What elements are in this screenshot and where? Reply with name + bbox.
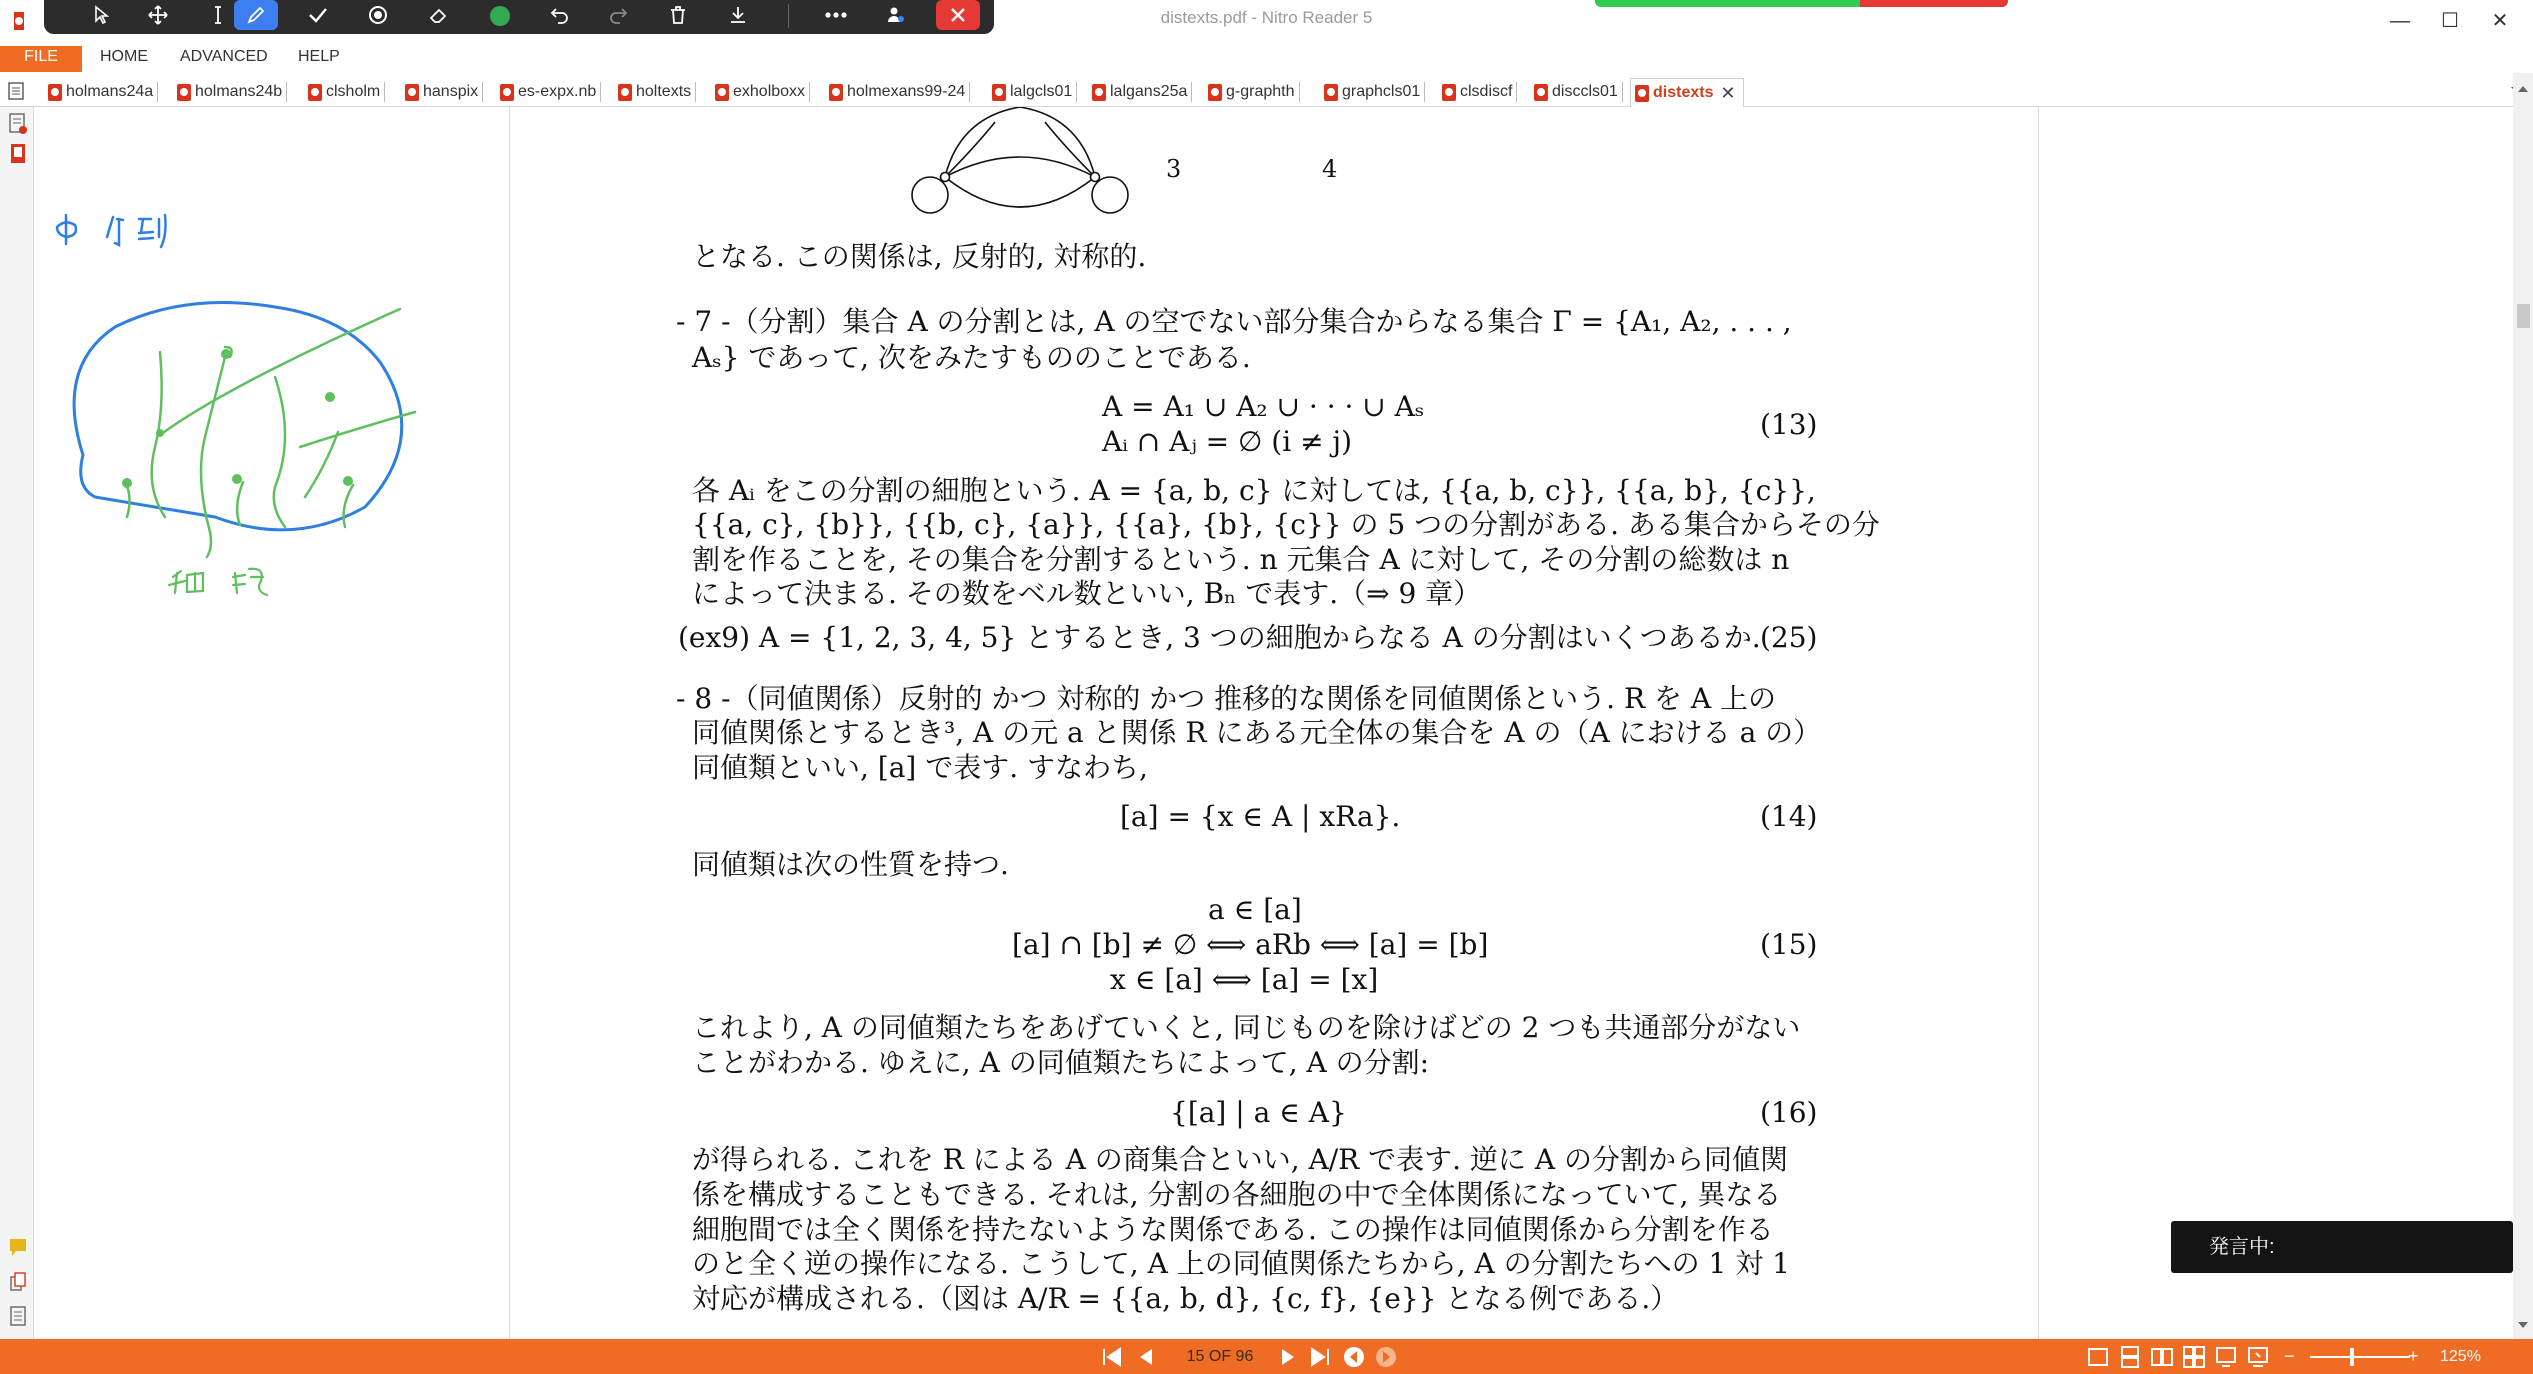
equation-15-c: x ∈ [a] ⟺ [a] = [x] (1110, 963, 1379, 996)
status-bar (0, 1339, 2533, 1374)
pdf-file-icon (48, 84, 62, 101)
pdf-file-icon (1534, 84, 1548, 101)
comments-icon[interactable] (8, 1237, 28, 1259)
exercise-number-25: (25) (1760, 621, 1818, 654)
stamp-target-icon[interactable] (356, 0, 400, 30)
tab-clsholm[interactable]: clsholm (304, 78, 380, 106)
menu-help[interactable]: HELP (298, 48, 340, 65)
share-people-icon[interactable] (874, 0, 918, 30)
equation-14: [a] = {x ∈ A | xRa}. (1120, 800, 1401, 833)
cell-node-dots (122, 349, 353, 488)
tab-graphcls01[interactable]: graphcls01 (1320, 78, 1420, 106)
pdf-file-icon (500, 84, 514, 101)
close-toolbar-icon[interactable] (936, 0, 980, 30)
first-page-icon[interactable] (1100, 1345, 1124, 1369)
doc-line: 各 Aᵢ をこの分割の細胞という. A = {a, b, c} に対しては, {{a, b, c}}, {{a, b}, {c}}, (692, 474, 1816, 507)
bookmarks-icon[interactable] (8, 143, 28, 165)
next-page-icon[interactable] (1276, 1345, 1300, 1369)
tab-holmans24a[interactable]: holmans24a (44, 78, 153, 106)
annotation-canvas[interactable] (35, 107, 509, 1339)
handwriting-label (169, 569, 267, 595)
tab-lalgcls01[interactable]: lalgcls01 (988, 78, 1072, 106)
back-view-icon[interactable] (1342, 1345, 1366, 1369)
redo-icon[interactable] (596, 0, 640, 30)
doc-line: 同値関係とするとき³, A の元 a と関係 R にある元全体の集合を A の（A における a の） (692, 716, 1822, 749)
equation-13-b: Aᵢ ∩ Aⱼ = ∅ (i ≠ j) (1102, 425, 1353, 458)
trash-icon[interactable] (656, 0, 700, 30)
cover-view-icon[interactable] (2214, 1345, 2238, 1369)
doc-line: 係を構成することもできる. それは, 分割の各細胞の中で全体関係になっていて, 異なる (692, 1178, 1782, 1211)
pdf-file-icon (1442, 84, 1456, 101)
maximize-button[interactable]: ☐ (2441, 10, 2459, 32)
pdf-file-icon (1092, 84, 1106, 101)
window-title: distexts.pdf - Nitro Reader 5 (1160, 8, 1373, 27)
pdf-file-icon (1208, 84, 1222, 101)
more-options-icon[interactable] (814, 0, 858, 30)
layers-icon[interactable] (8, 1305, 28, 1327)
doc-line: が得られる. これを R による A の商集合といい, A/R で表す. 逆に A の分割から同値関 (692, 1143, 1788, 1176)
pdf-file-icon (1635, 85, 1649, 102)
zoom-slider-thumb[interactable] (2350, 1348, 2354, 1366)
doc-line: {{a, c}, {b}}, {{b, c}, {a}}, {{a}, {b}, {c}} の 5 つの分割がある. ある集合からその分 (692, 508, 1880, 541)
tab-es-expx[interactable]: es-expx.nb (496, 78, 596, 106)
pdf-file-icon (715, 84, 729, 101)
page-number-indicator[interactable]: 15 OF 96 (1186, 1348, 1254, 1365)
download-save-icon[interactable] (716, 0, 760, 30)
vertical-scrollbar[interactable] (2513, 73, 2533, 1339)
facing-continuous-view-icon[interactable] (2182, 1345, 2206, 1369)
pdf-file-icon (829, 84, 843, 101)
doc-line-section-7: - 7 -（分割）集合 A の分割とは, A の空でない部分集合からなる集合 Γ = {A₁, A₂, . . . , (676, 305, 1792, 338)
undo-icon[interactable] (538, 0, 582, 30)
doc-line: これより, A の同値類たちをあげていくと, 同じものを除けばどの 2 つも共通部分がない (692, 1011, 1801, 1044)
doc-line: 同値類は次の性質を持つ. (692, 848, 1009, 881)
attachments-icon[interactable] (8, 1271, 28, 1293)
zoom-level[interactable]: 125% (2440, 1348, 2481, 1365)
pdf-file-icon (1324, 84, 1338, 101)
zoom-out-button[interactable]: − (2284, 1346, 2295, 1366)
last-page-icon[interactable] (1308, 1345, 1332, 1369)
equation-15-a: a ∈ [a] (1208, 893, 1302, 926)
forward-view-icon[interactable] (1374, 1345, 1398, 1369)
previous-page-icon[interactable] (1134, 1345, 1158, 1369)
ribbon-menu (0, 42, 2533, 72)
speaking-indicator: 発言中: (2171, 1221, 2513, 1273)
left-panel-rail (0, 107, 34, 1339)
pdf-file-icon (618, 84, 632, 101)
minimize-button[interactable]: — (2390, 10, 2410, 32)
equation-number-13: (13) (1760, 408, 1818, 441)
close-window-button[interactable]: ✕ (2491, 10, 2509, 32)
progress-indicator-green (1595, 0, 1860, 7)
toolbar-divider (788, 4, 789, 28)
pdf-file-icon (992, 84, 1006, 101)
equation-number-16: (16) (1760, 1096, 1818, 1129)
menu-file[interactable]: FILE (0, 46, 82, 72)
document-tabs (0, 73, 2533, 107)
scroll-down-icon[interactable] (2517, 1321, 2529, 1329)
doc-line: となる. この関係は, 反射的, 対称的. (692, 240, 1147, 273)
exercise-9: (ex9) A = {1, 2, 3, 4, 5} とするとき, 3 つの細胞からなる A の分割はいくつあるか. (678, 621, 1761, 654)
continuous-view-icon[interactable] (2118, 1345, 2142, 1369)
handwritten-notes (35, 107, 509, 1339)
right-margin-area (2039, 107, 2513, 1339)
tab-holmans24b[interactable]: holmans24b (173, 78, 282, 106)
doc-line: 同値類といい, [a] で表す. すなわち, (692, 751, 1148, 784)
tab-g-graphth[interactable]: g-graphth (1204, 78, 1295, 106)
page-view-icon[interactable] (8, 82, 24, 100)
doc-line: 対応が構成される.（図は A/R = {{a, b, d}, {c, f}, {e}} となる例である.） (692, 1282, 1679, 1315)
graph-figure (900, 107, 1140, 217)
zoom-slider-track[interactable] (2310, 1356, 2410, 1358)
color-swatch-icon[interactable] (478, 0, 522, 30)
scrollbar-thumb[interactable] (2517, 304, 2530, 328)
doc-line: のと全く逆の操作になる. こうして, A 上の同値関係たちから, A の分割たちへの 1 対 1 (692, 1247, 1790, 1280)
partition-lines (125, 309, 415, 557)
scroll-up-icon[interactable] (2517, 85, 2529, 93)
progress-indicator-red (1860, 0, 2008, 7)
tab-disccls01[interactable]: disccls01 (1530, 78, 1618, 106)
fullscreen-view-icon[interactable] (2246, 1345, 2270, 1369)
close-tab-icon[interactable]: ✕ (1720, 83, 1736, 103)
tab-holtexts[interactable]: holtexts (614, 78, 691, 106)
graph-node-label-4: 4 (1322, 155, 1338, 183)
tab-lalgans25a[interactable]: lalgans25a (1088, 78, 1187, 106)
equation-number-15: (15) (1760, 928, 1818, 961)
doc-line: 割を作ることを, その集合を分割するという. n 元集合 A に対して, その分割の総数は n (692, 543, 1790, 576)
pen-toolbar (44, 0, 994, 34)
handwriting-heading (57, 215, 166, 247)
single-page-view-icon[interactable] (2088, 1348, 2108, 1366)
graph-node-label-3: 3 (1166, 155, 1182, 183)
facing-view-icon[interactable] (2150, 1345, 2174, 1369)
menu-home[interactable]: HOME (100, 48, 148, 65)
pdf-file-icon (308, 84, 322, 101)
tab-hanspix[interactable]: hanspix (401, 78, 478, 106)
pdf-page[interactable] (509, 107, 2039, 1339)
eraser-icon[interactable] (416, 0, 460, 30)
doc-line-section-8: - 8 -（同値関係）反射的 かつ 対称的 かつ 推移的な関係を同値関係という. R を A 上の (676, 682, 1776, 715)
menu-advanced[interactable]: ADVANCED (180, 48, 268, 65)
pdf-file-icon (405, 84, 419, 101)
equation-13-a: A = A₁ ∪ A₂ ∪ · · · ∪ Aₛ (1102, 390, 1425, 423)
tab-distexts[interactable]: distexts ✕ (1630, 78, 1744, 108)
doc-line: ことがわかる. ゆえに, A の同値類たちによって, A の分割: (692, 1046, 1430, 1079)
tab-clsdiscf[interactable]: clsdiscf (1438, 78, 1512, 106)
pdf-file-icon (177, 84, 191, 101)
pan-move-icon[interactable] (136, 0, 180, 30)
graph-node (1091, 173, 1100, 182)
doc-line: 細胞間では全く関係を持たないような関係である. この操作は同値関係から分割を作る (692, 1213, 1774, 1246)
tab-exholboxx[interactable]: exholboxx (711, 78, 805, 106)
doc-line: Aₛ} であって, 次をみたすもののことである. (692, 341, 1251, 374)
equation-number-14: (14) (1760, 800, 1818, 833)
select-arrow-icon[interactable] (80, 0, 124, 30)
doc-line: によって決まる. その数をベル数といい, Bₙ で表す.（⇒ 9 章） (692, 577, 1482, 610)
tab-holmexans99-24[interactable]: holmexans99-24 (825, 78, 965, 106)
page-thumbnails-icon[interactable] (8, 113, 28, 135)
checkmark-icon[interactable] (296, 0, 340, 30)
graph-node (941, 173, 950, 182)
equation-16: {[a] | a ∈ A} (1170, 1096, 1347, 1129)
zoom-in-button[interactable]: + (2408, 1346, 2419, 1366)
equation-15-b: [a] ∩ [b] ≠ ∅ ⟺ aRb ⟺ [a] = [b] (1012, 928, 1489, 961)
pen-icon[interactable] (234, 0, 278, 30)
